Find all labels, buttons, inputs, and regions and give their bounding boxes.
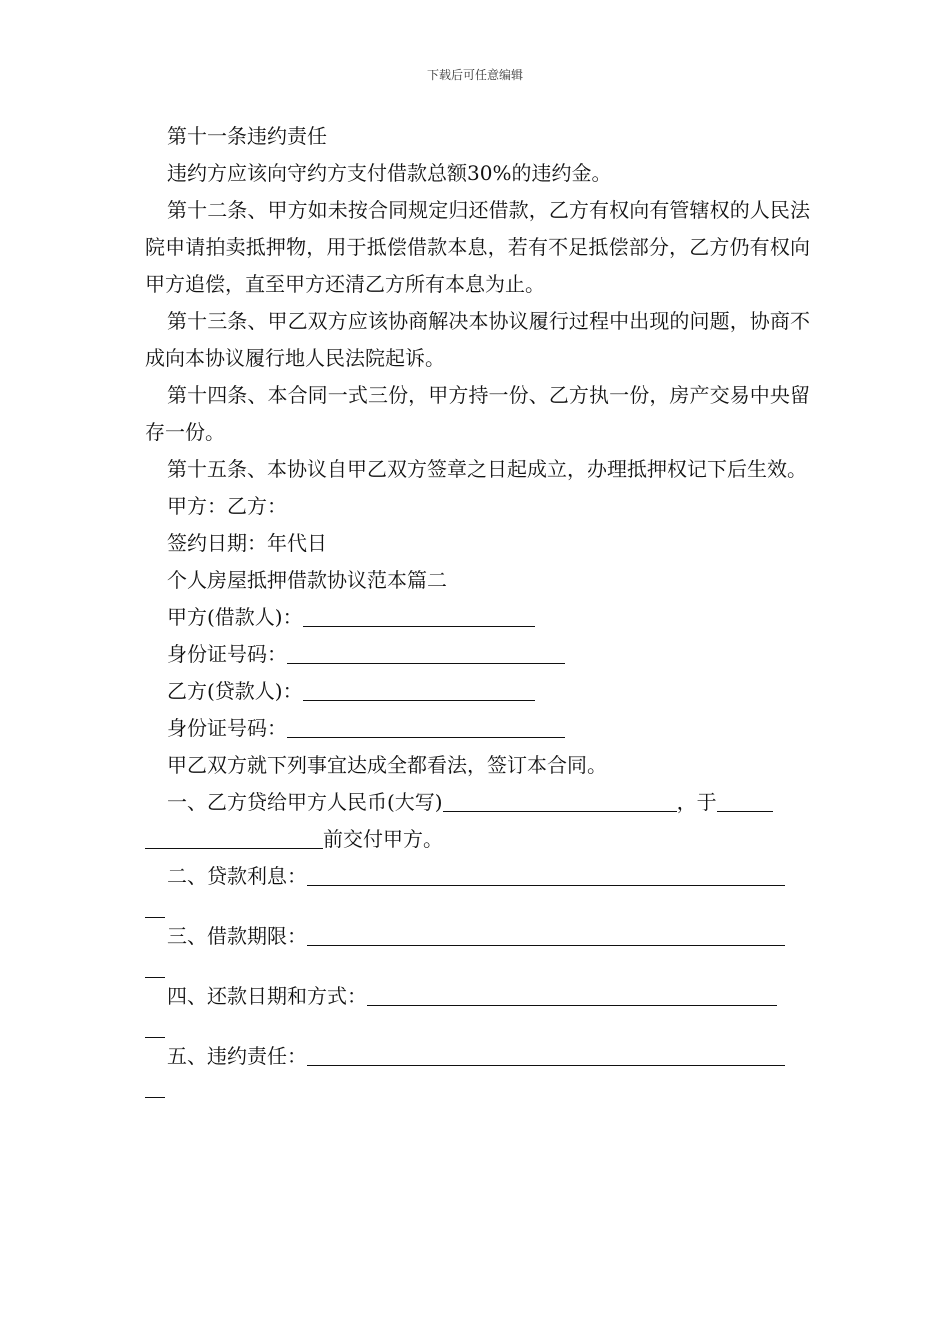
article-15: 第十五条、本协议自甲乙双方签章之日起成立，办理抵押权记下后生效。 — [167, 457, 807, 481]
agreement-line: 甲乙双方就下列事宜达成全都看法，签订本合同。 — [167, 753, 607, 777]
item-1-mid: ，于 — [676, 790, 717, 814]
item-5-label: 五、违约责任： — [167, 1044, 307, 1068]
item-1-cont-row — [145, 821, 810, 858]
item-5-blank-cont[interactable] — [145, 1075, 165, 1098]
item-3-label: 三、借款期限： — [167, 924, 307, 948]
party-a-row — [145, 599, 810, 636]
item-2-row — [145, 858, 810, 895]
item-1-suffix: 前交付甲方。 — [323, 827, 443, 851]
item-1-row — [145, 784, 810, 821]
article-12: 第十二条、甲方如未按合同规定归还借款，乙方有权向有管辖权的人民法院申请拍卖抵押物，用于抵偿借款本息，若有不足抵偿部分，乙方仍有权向甲方追偿，直至甲方还清乙方所有本息为止。 — [145, 198, 810, 296]
item-3-row — [145, 918, 810, 955]
item-3-blank[interactable] — [307, 923, 785, 946]
item-4-label: 四、还款日期和方式： — [167, 984, 367, 1008]
parties-line: 甲方：乙方： — [167, 494, 287, 518]
article-11-body: 违约方应该向守约方支付借款总额30%的违约金。 — [167, 161, 612, 185]
page-header: 下载后可任意编辑 — [426, 68, 523, 82]
id-b-row — [145, 710, 810, 747]
id-b-label: 身份证号码： — [167, 716, 287, 740]
id-a-label: 身份证号码： — [167, 642, 287, 666]
item-5-tail — [145, 1075, 810, 1098]
party-b-row — [145, 673, 810, 710]
article-14: 第十四条、本合同一式三份，甲方持一份、乙方执一份，房产交易中央留存一份。 — [145, 383, 810, 444]
item-2-tail — [145, 895, 810, 918]
party-a-label: 甲方(借款人)： — [167, 605, 303, 629]
item-3-blank-cont[interactable] — [145, 955, 165, 978]
id-a-blank[interactable] — [287, 641, 565, 664]
party-a-blank[interactable] — [303, 604, 535, 627]
article-11-title: 第十一条违约责任 — [167, 124, 327, 148]
section-title: 个人房屋抵押借款协议范本篇二 — [167, 568, 447, 592]
party-b-blank[interactable] — [303, 678, 535, 701]
document-body — [145, 118, 810, 1098]
item-1-amount-blank[interactable] — [443, 789, 677, 812]
article-13: 第十三条、甲乙双方应该协商解决本协议履行过程中出现的问题，协商不成向本协议履行地人民法院起诉。 — [145, 309, 810, 370]
item-4-tail — [145, 1015, 810, 1038]
item-4-blank[interactable] — [367, 983, 777, 1006]
id-a-row — [145, 636, 810, 673]
item-1-date-blank[interactable] — [717, 789, 773, 812]
sign-date-line: 签约日期：年代日 — [167, 531, 327, 555]
item-1-label: 一、乙方贷给甲方人民币(大写) — [167, 790, 443, 814]
item-4-blank-cont[interactable] — [145, 1015, 165, 1038]
id-b-blank[interactable] — [287, 715, 565, 738]
item-2-label: 二、贷款利息： — [167, 864, 307, 888]
item-5-row — [145, 1038, 810, 1075]
item-2-blank-cont[interactable] — [145, 895, 165, 918]
item-1-date-blank-cont[interactable] — [145, 826, 323, 849]
item-2-blank[interactable] — [307, 863, 785, 886]
item-3-tail — [145, 955, 810, 978]
item-4-row — [145, 978, 810, 1015]
party-b-label: 乙方(贷款人)： — [167, 679, 303, 703]
item-5-blank[interactable] — [307, 1043, 785, 1066]
